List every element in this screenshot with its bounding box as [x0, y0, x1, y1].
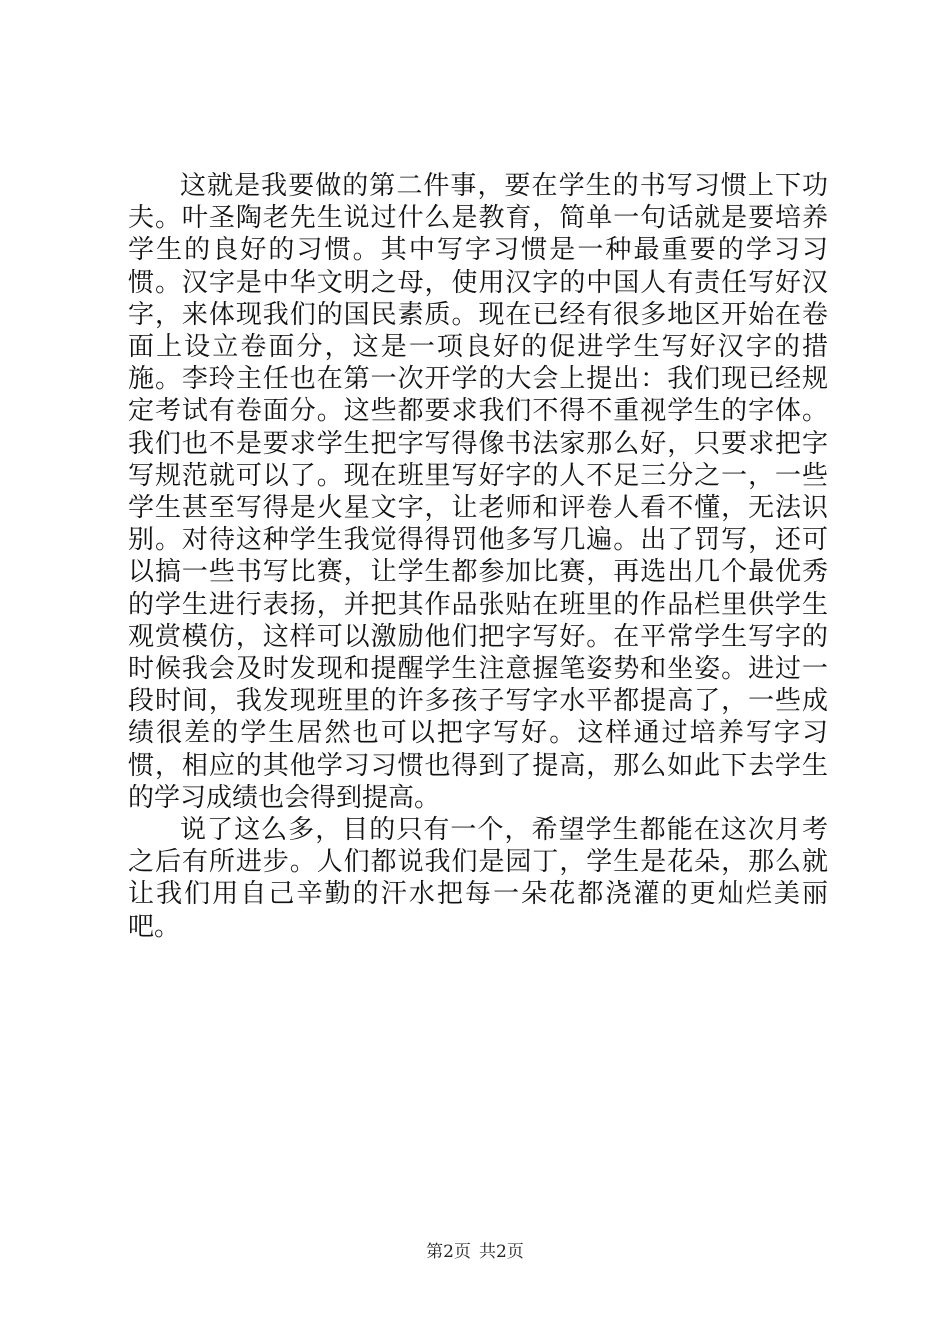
document-body — [128, 170, 828, 943]
paragraph: 这就是我要做的第二件事，要在学生的书写习惯上下功夫。叶圣陶老先生说过什么是教育，简单一句话就是要培养学生的良好的习惯。其中写字习惯是一种最重要的学习习惯。汉字是中华文明之母，使用汉字的中国人有责任写好汉字，来体现我们的国民素质。现在已经有很多地区开始在卷面上设立卷面分，这是一项良好的促进学生写好汉字的措施。李玲主任也在第一次开学的大会上提出：我们现已经规定考试有卷面分。这些都要求我们不得不重视学生的字体。我们也不是要求学生把字写得像书法家那么好，只要求把字写规范就可以了。现在班里写好字的人不足三分之一，一些学生甚至写得是火星文字，让老师和评卷人看不懂，无法识别。对待这种学生我觉得得罚他多写几遍。出了罚写，还可以搞一些书写比赛，让学生都参加比赛，再选出几个最优秀的学生进行表扬，并把其作品张贴在班里的作品栏里供学生观赏模仿，这样可以激励他们把字写好。在平常学生写字的时候我会及时发现和提醒学生注意握笔姿势和坐姿。进过一段时间，我发现班里的许多孩子写字水平都提高了，一些成绩很差的学生居然也可以把字写好。这样通过培养写字习惯，相应的其他学习习惯也得到了提高，那么如此下去学生的学习成绩也会得到提高。 — [128, 171, 828, 813]
page-footer — [0, 1240, 950, 1264]
paragraph: 说了这么多，目的只有一个，希望学生都能在这次月考之后有所进步。人们都说我们是园丁，学生是花朵，那么就让我们用自己辛勤的汗水把每一朵花都浇灌的更灿烂美丽吧。 — [128, 815, 828, 942]
page-total: 共2页 — [479, 1242, 524, 1262]
page-number: 第2页 — [426, 1242, 471, 1262]
